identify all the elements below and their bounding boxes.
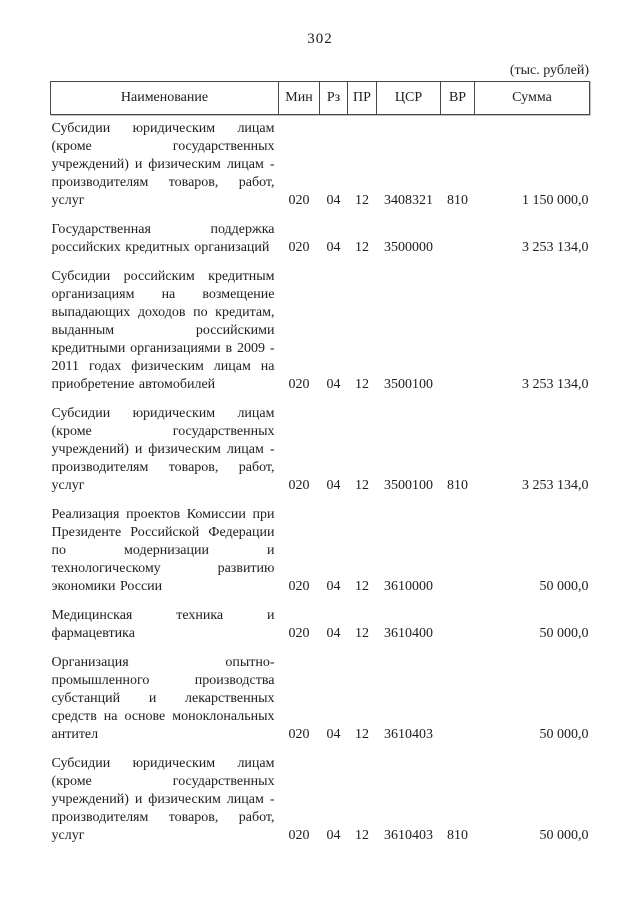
cell-rz: 04 (326, 828, 341, 843)
cell-csr: 3500100 (384, 377, 433, 392)
cell-vr (441, 597, 475, 644)
cell-sum: 3 253 134,0 (522, 240, 589, 255)
cell-min: 020 (288, 579, 310, 594)
cell-min: 020 (288, 478, 310, 493)
cell-csr: 3500100 (384, 478, 433, 493)
column-header-sum: Сумма (475, 82, 590, 115)
column-header-vr: ВР (441, 82, 475, 115)
cell-sum: 50 000,0 (539, 579, 589, 594)
cell-rz: 04 (326, 626, 341, 641)
table-row (51, 211, 590, 258)
cell-rz: 04 (326, 727, 341, 742)
cell-min: 020 (288, 727, 310, 742)
cell-csr: 3408321 (384, 193, 433, 208)
cell-vr: 810 (447, 193, 468, 208)
cell-name: Медицинская техника и фармацевтика (51, 608, 275, 641)
cell-pr: 12 (355, 377, 369, 392)
cell-min: 020 (288, 828, 310, 843)
cell-pr: 12 (355, 727, 369, 742)
column-header-pr: ПР (348, 82, 377, 115)
cell-sum: 1 150 000,0 (522, 193, 589, 208)
cell-sum: 50 000,0 (539, 727, 589, 742)
column-header-name: Наименование (51, 82, 279, 115)
cell-vr (441, 644, 475, 745)
table-head (51, 82, 590, 115)
cell-rz: 04 (326, 377, 341, 392)
cell-sum: 3 253 134,0 (522, 377, 589, 392)
cell-pr: 12 (355, 193, 369, 208)
cell-pr: 12 (355, 579, 369, 594)
table-row (51, 395, 590, 496)
units-note: (тыс. рублей) (509, 63, 589, 78)
cell-name: Субсидии юридическим лицам (кроме государственных учреждений) и физическим лицам - производителям товаров, работ, услуг (51, 406, 275, 493)
cell-rz: 04 (326, 240, 341, 255)
cell-csr: 3610403 (384, 828, 433, 843)
cell-vr: 810 (447, 478, 468, 493)
cell-sum: 3 253 134,0 (522, 478, 589, 493)
cell-name: Государственная поддержка российских кредитных организаций (51, 222, 275, 255)
table-row (51, 258, 590, 395)
cell-name: Субсидии юридическим лицам (кроме государственных учреждений) и физическим лицам - производителям товаров, работ, услуг (51, 756, 275, 843)
cell-sum: 50 000,0 (539, 626, 589, 641)
table-header-row (51, 82, 590, 115)
column-header-min: Мин (279, 82, 320, 115)
cell-rz: 04 (326, 193, 341, 208)
cell-pr: 12 (355, 626, 369, 641)
column-header-csr: ЦСР (377, 82, 441, 115)
cell-pr: 12 (355, 828, 369, 843)
cell-pr: 12 (355, 478, 369, 493)
cell-vr (441, 211, 475, 258)
table-row (51, 597, 590, 644)
page-content (50, 62, 590, 846)
page-number: 302 (307, 31, 333, 47)
cell-vr (441, 496, 475, 597)
cell-min: 020 (288, 626, 310, 641)
column-header-rz: Рз (320, 82, 348, 115)
cell-csr: 3500000 (384, 240, 433, 255)
cell-min: 020 (288, 377, 310, 392)
cell-pr: 12 (355, 240, 369, 255)
cell-rz: 04 (326, 579, 341, 594)
table-row (51, 745, 590, 846)
cell-min: 020 (288, 240, 310, 255)
table-row (51, 496, 590, 597)
cell-name: Организация опытно-промышленного производства субстанций и лекарственных средств на основе моноклональных антител (51, 655, 275, 742)
cell-sum: 50 000,0 (539, 828, 589, 843)
cell-min: 020 (288, 193, 310, 208)
table-row (51, 115, 590, 212)
cell-name: Субсидии российским кредитным организациям на возмещение выпадающих доходов по кредитам, выданным российскими кредитными организациями в 2009 - 2011 годах физическим лицам на приобретение автомобилей (51, 269, 275, 392)
cell-csr: 3610400 (384, 626, 433, 641)
cell-name: Субсидии юридическим лицам (кроме государственных учреждений) и физическим лицам - производителям товаров, работ, услуг (51, 121, 275, 208)
cell-vr: 810 (447, 828, 468, 843)
cell-csr: 3610403 (384, 727, 433, 742)
table-body (51, 115, 590, 847)
cell-vr (441, 258, 475, 395)
table-row (51, 644, 590, 745)
cell-rz: 04 (326, 478, 341, 493)
budget-table (50, 81, 590, 846)
cell-name: Реализация проектов Комиссии при Президенте Российской Федерации по модернизации и технологическому развитию экономики России (51, 507, 275, 594)
cell-csr: 3610000 (384, 579, 433, 594)
